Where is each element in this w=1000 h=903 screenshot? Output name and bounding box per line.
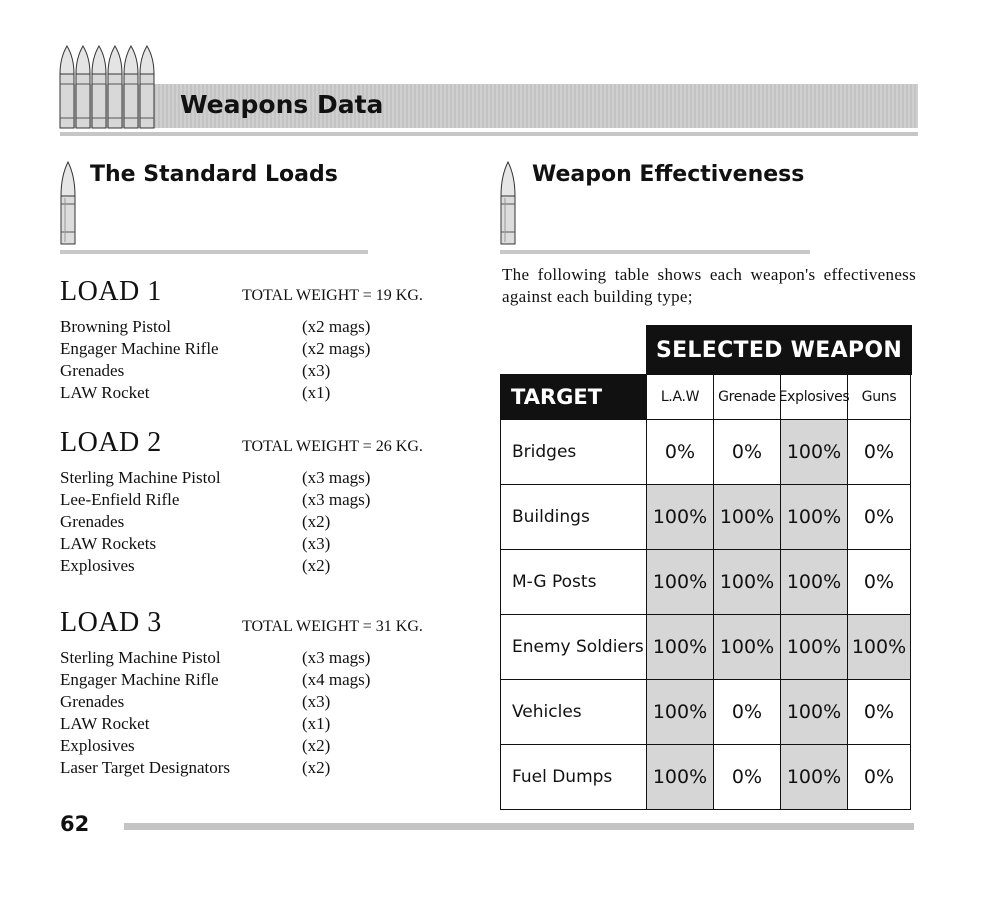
table-cell: 100% xyxy=(646,614,714,680)
table-header-row xyxy=(500,374,911,420)
column-header: Explosives xyxy=(780,374,848,420)
table-cell: 100% xyxy=(646,744,714,810)
standard-loads-title: The Standard Loads xyxy=(90,162,338,187)
item-qty: (x1) xyxy=(302,383,331,402)
column-header: Grenade xyxy=(713,374,781,420)
item-name: Grenades xyxy=(60,692,125,711)
table-cell: 0% xyxy=(847,484,911,550)
standard-loads-rule xyxy=(60,250,368,254)
item-name: LAW Rocket xyxy=(60,383,150,402)
item-name: LAW Rocket xyxy=(60,714,150,733)
table-cell: 100% xyxy=(780,614,848,680)
table-row xyxy=(500,614,911,680)
item-name: Laser Target Designators xyxy=(60,758,231,777)
item-qty: (x3 mags) xyxy=(302,468,371,487)
table-cell: 0% xyxy=(713,419,781,485)
weapon-effectiveness-rule xyxy=(500,250,810,254)
load-3-total-weight: TOTAL WEIGHT = 31 KG. xyxy=(242,618,423,635)
bullet-icon xyxy=(76,46,90,128)
table-cell: 100% xyxy=(780,484,848,550)
item-qty: (x3) xyxy=(302,534,331,553)
table-row xyxy=(500,679,911,745)
item-name: Grenades xyxy=(60,512,125,531)
item-qty: (x2) xyxy=(302,758,331,777)
bullet-icon xyxy=(92,46,106,128)
table-cell: 100% xyxy=(780,679,848,745)
item-qty: (x2) xyxy=(302,512,331,531)
bullet-icon xyxy=(58,160,78,246)
item-qty: (x2) xyxy=(302,556,331,575)
item-name: Engager Machine Rifle xyxy=(60,670,219,689)
load-2-heading: LOAD 2 xyxy=(60,427,162,458)
selected-weapon-header: SELECTED WEAPON xyxy=(646,325,912,375)
item-name: Grenades xyxy=(60,361,125,380)
load-1-total-weight: TOTAL WEIGHT = 19 KG. xyxy=(242,287,423,304)
table-cell: 100% xyxy=(713,549,781,615)
bullet-icon xyxy=(498,160,518,246)
table-cell: 100% xyxy=(780,549,848,615)
bullets-icon xyxy=(58,44,158,130)
item-name: Explosives xyxy=(60,556,135,575)
load-3-heading: LOAD 3 xyxy=(60,607,162,638)
item-qty: (x3 mags) xyxy=(302,490,371,509)
item-qty: (x2) xyxy=(302,736,331,755)
row-label: Vehicles xyxy=(500,679,647,745)
row-label: M-G Posts xyxy=(500,549,647,615)
item-qty: (x2 mags) xyxy=(302,339,371,358)
table-cell: 0% xyxy=(713,744,781,810)
item-name: Lee-Enfield Rifle xyxy=(60,490,180,509)
table-cell: 100% xyxy=(646,549,714,615)
table-cell: 0% xyxy=(847,549,911,615)
item-name: Engager Machine Rifle xyxy=(60,339,219,358)
table-cell: 0% xyxy=(713,679,781,745)
item-qty: (x3 mags) xyxy=(302,648,371,667)
column-header: L.A.W xyxy=(646,374,714,420)
table-row xyxy=(500,419,911,485)
item-qty: (x3) xyxy=(302,692,331,711)
table-cell: 0% xyxy=(847,679,911,745)
table-cell: 100% xyxy=(713,484,781,550)
table-cell: 100% xyxy=(646,484,714,550)
target-column-header: TARGET xyxy=(500,374,647,420)
effectiveness-intro: The following table shows each weapon's effectiveness against each building type; xyxy=(502,265,916,306)
load-2-total-weight: TOTAL WEIGHT = 26 KG. xyxy=(242,438,423,455)
table-row xyxy=(500,549,911,615)
table-row xyxy=(500,484,911,550)
table-cell: 100% xyxy=(780,744,848,810)
bullet-icon xyxy=(60,46,74,128)
header-rule xyxy=(60,132,918,136)
row-label: Fuel Dumps xyxy=(500,744,647,810)
table-cell: 100% xyxy=(713,614,781,680)
item-name: Sterling Machine Pistol xyxy=(60,468,221,487)
bullet-icon xyxy=(124,46,138,128)
table-cell: 100% xyxy=(780,419,848,485)
weapon-effectiveness-title: Weapon Effectiveness xyxy=(532,162,805,187)
row-label: Buildings xyxy=(500,484,647,550)
item-qty: (x1) xyxy=(302,714,331,733)
item-name: Browning Pistol xyxy=(60,317,171,336)
table-row xyxy=(500,744,911,810)
item-name: Sterling Machine Pistol xyxy=(60,648,221,667)
page-title: Weapons Data xyxy=(180,90,384,119)
table-cell: 0% xyxy=(847,744,911,810)
item-qty: (x3) xyxy=(302,361,331,380)
footer-rule xyxy=(124,823,914,830)
item-qty: (x2 mags) xyxy=(302,317,371,336)
load-1-heading: LOAD 1 xyxy=(60,276,162,307)
item-qty: (x4 mags) xyxy=(302,670,371,689)
column-header: Guns xyxy=(847,374,911,420)
table-cell: 0% xyxy=(847,419,911,485)
table-cell: 100% xyxy=(646,679,714,745)
page-number: 62 xyxy=(60,812,90,836)
row-label: Enemy Soldiers xyxy=(500,614,647,680)
row-label: Bridges xyxy=(500,419,647,485)
table-cell: 0% xyxy=(646,419,714,485)
bullet-icon xyxy=(140,46,154,128)
item-name: LAW Rockets xyxy=(60,534,157,553)
item-name: Explosives xyxy=(60,736,135,755)
table-cell: 100% xyxy=(847,614,911,680)
bullet-icon xyxy=(108,46,122,128)
